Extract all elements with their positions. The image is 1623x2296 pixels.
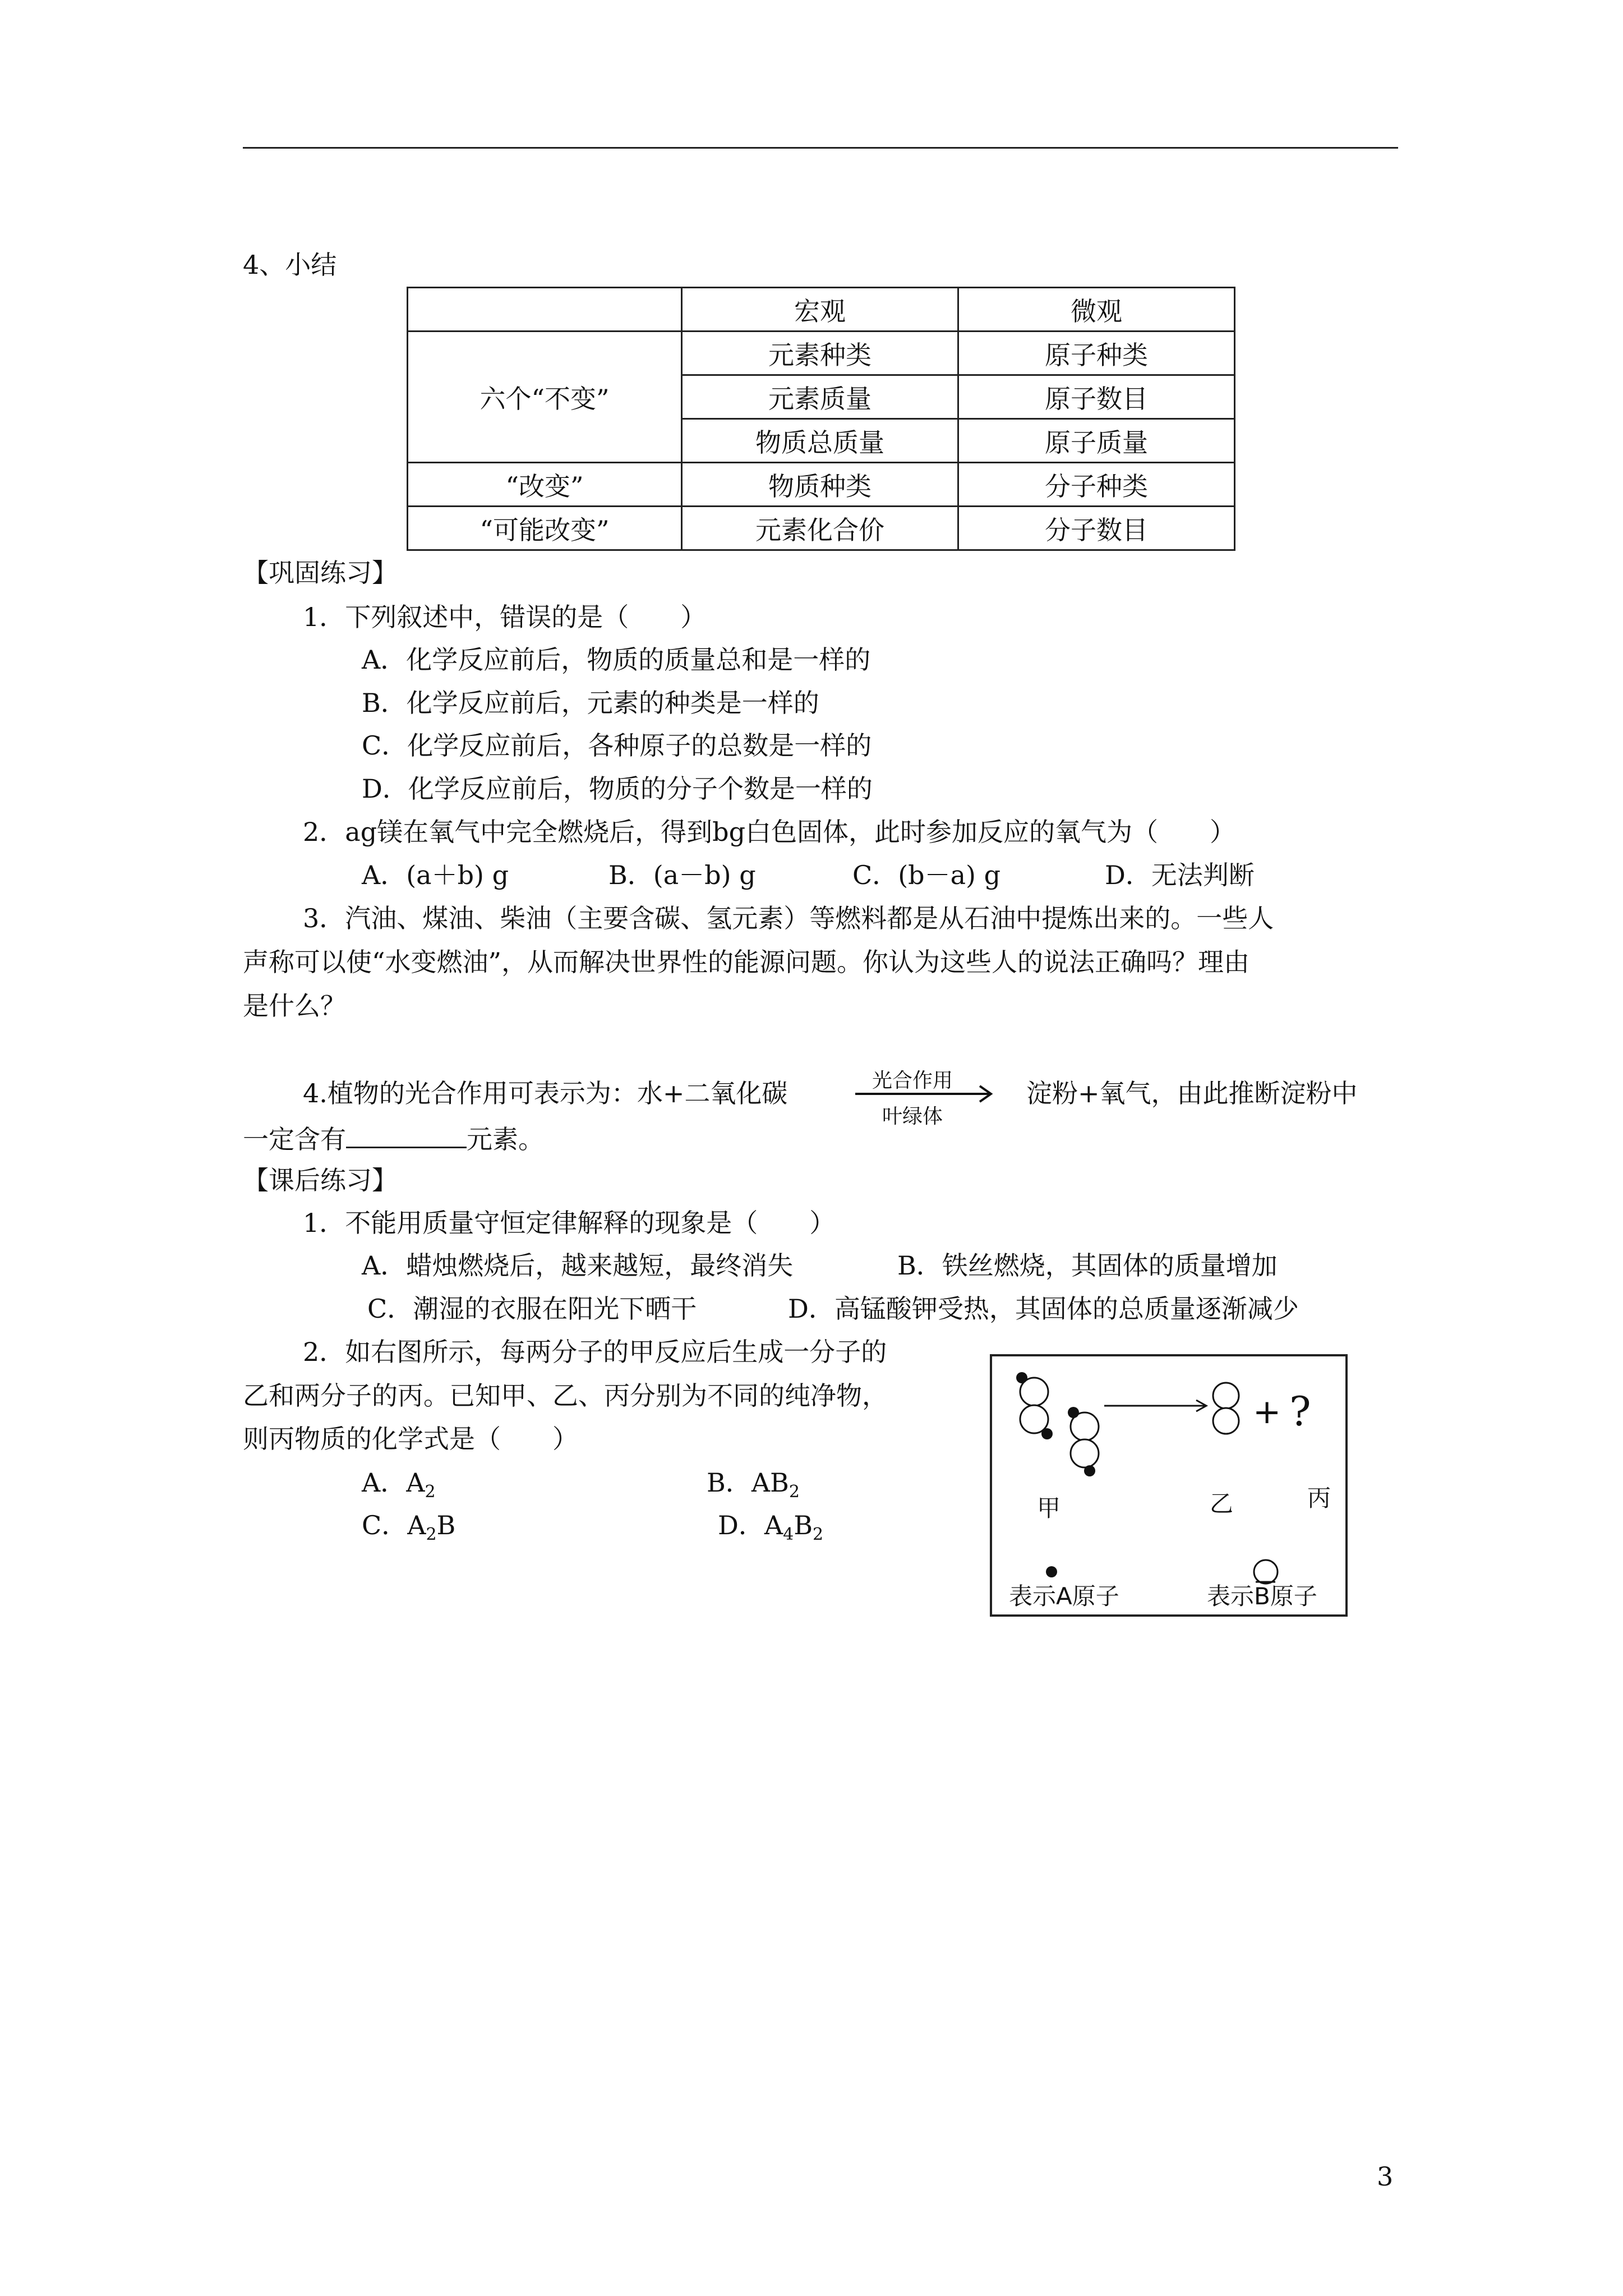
- atom-a: [1041, 1428, 1053, 1439]
- arrow-condition-bottom: 叶绿体: [882, 1105, 943, 1128]
- arrow-condition-top: 光合作用: [872, 1069, 953, 1092]
- summary-table: [407, 287, 1235, 551]
- consolidation-heading: 【巩固练习】: [243, 558, 398, 588]
- atom-a: [1068, 1407, 1079, 1418]
- table-row: [408, 463, 1235, 507]
- subscript: 2: [813, 1525, 824, 1544]
- molecule-yi: [1213, 1383, 1239, 1434]
- homework-heading: 【课后练习】: [243, 1165, 398, 1195]
- option-letter: A．: [362, 1467, 407, 1498]
- question-1-stem: 1．下列叙述中，错误的是（ ）: [303, 602, 707, 632]
- table-cell: 原子质量: [958, 419, 1235, 463]
- table-cell: 原子种类: [958, 332, 1235, 375]
- option-text: B．(a－b) g: [608, 860, 756, 890]
- label-yi: 乙: [1210, 1490, 1234, 1517]
- question-3-line: 是什么？: [243, 991, 346, 1021]
- homework-q2-line: 2．如右图所示，每两分子的甲反应后生成一分子的: [303, 1337, 887, 1367]
- table-cell: 六个“不变”: [408, 332, 682, 463]
- plus-sign: +: [1253, 1392, 1281, 1432]
- option-text: A．化学反应前后，物质的质量总和是一样的: [362, 645, 871, 675]
- option-text: B．化学反应前后，元素的种类是一样的: [362, 688, 819, 718]
- text-end: 元素。: [467, 1124, 544, 1154]
- table-cell: 分子数目: [958, 507, 1235, 550]
- formula: A: [406, 1467, 425, 1498]
- option-text: A．蜡烛燃烧后，越来越短，最终消失: [362, 1250, 794, 1281]
- table-cell: 宏观: [682, 288, 958, 332]
- homework-q2-line: 则丙物质的化学式是（ ）: [243, 1424, 578, 1454]
- atom-a: [1016, 1372, 1027, 1383]
- page-number: 3: [1377, 2161, 1394, 2192]
- option-letter: B．: [707, 1467, 751, 1498]
- option-text: D．高锰酸钾受热，其固体的总质量逐渐减少: [788, 1294, 1299, 1324]
- option-text: B．铁丝燃烧，其固体的质量增加: [897, 1250, 1278, 1281]
- option-text: C．(b－a) g: [852, 860, 1001, 890]
- table-cell: 微观: [958, 288, 1235, 332]
- homework-q1-stem: 1．不能用质量守恒定律解释的现象是（ ）: [303, 1208, 836, 1238]
- answer-blank: [346, 1124, 467, 1148]
- formula: AB: [751, 1467, 789, 1498]
- table-cell: 元素质量: [682, 375, 958, 419]
- molecule-jia-2: [1071, 1412, 1099, 1467]
- table-cell: 元素种类: [682, 332, 958, 375]
- subscript: 4: [783, 1525, 794, 1544]
- formula: A: [407, 1510, 426, 1540]
- option-text: D．无法判断: [1105, 860, 1255, 890]
- formula: B: [794, 1510, 813, 1540]
- legend-b-label: 表示B原子: [1207, 1582, 1317, 1610]
- formula: B: [436, 1510, 456, 1540]
- question-4-text: 淀粉+氧气，由此推断淀粉中: [1026, 1078, 1358, 1108]
- subscript: 2: [425, 1482, 436, 1502]
- text-start: 一定含有: [243, 1124, 346, 1154]
- table-row: [408, 332, 1235, 375]
- option-text: [718, 1510, 824, 1544]
- option-text: D．化学反应前后，物质的分子个数是一样的: [362, 774, 873, 804]
- table-row: [408, 507, 1235, 550]
- table-cell: “改变”: [408, 463, 682, 507]
- option-letter: D．: [718, 1510, 764, 1540]
- option-text: [362, 1467, 436, 1502]
- subscript: 2: [789, 1482, 800, 1502]
- question-3-line: 3．汽油、煤油、柴油（主要含碳、氢元素）等燃料都是从石油中提炼出来的。一些人: [303, 903, 1274, 933]
- legend-a-label: 表示A原子: [1009, 1582, 1119, 1610]
- header-rule: [243, 147, 1398, 149]
- molecule-jia-1: [1020, 1378, 1048, 1433]
- table-cell: 原子数目: [958, 375, 1235, 419]
- formula: A: [764, 1510, 783, 1540]
- label-bing: 丙: [1307, 1484, 1331, 1512]
- subscript: 2: [426, 1525, 437, 1544]
- reaction-arrow: [850, 1065, 1001, 1132]
- option-text: C．潮湿的衣服在阳光下晒干: [367, 1294, 697, 1324]
- table-cell: 物质种类: [682, 463, 958, 507]
- label-jia: 甲: [1037, 1494, 1061, 1522]
- option-text: [362, 1510, 456, 1544]
- homework-q2-line: 乙和两分子的丙。已知甲、乙、丙分别为不同的纯净物，: [243, 1381, 888, 1411]
- option-letter: C．: [362, 1510, 408, 1540]
- table-row: [408, 288, 1235, 332]
- question-4-text: 4.植物的光合作用可表示为：水+二氧化碳: [303, 1078, 788, 1108]
- table-cell: 元素化合价: [682, 507, 958, 550]
- table-cell: “可能改变”: [408, 507, 682, 550]
- question-mark: ?: [1289, 1388, 1311, 1435]
- option-text: C．化学反应前后，各种原子的总数是一样的: [362, 730, 872, 761]
- question-2-stem: 2．ag镁在氧气中完全燃烧后，得到bg白色固体，此时参加反应的氧气为（ ）: [303, 817, 1236, 847]
- table-cell: 分子种类: [958, 463, 1235, 507]
- table-cell: [408, 288, 682, 332]
- option-text: A．(a＋b) g: [362, 860, 509, 890]
- atom-a: [1084, 1465, 1095, 1476]
- section-title: 4、小结: [243, 250, 337, 280]
- option-text: [707, 1467, 800, 1502]
- legend-a-atom: [1046, 1566, 1057, 1577]
- question-4-line2: [243, 1124, 544, 1152]
- molecule-reaction-figure: [990, 1354, 1348, 1617]
- question-3-line: 声称可以使“水变燃油”，从而解决世界性的能源问题。你认为这些人的说法正确吗？理由: [243, 947, 1250, 977]
- table-cell: 物质总质量: [682, 419, 958, 463]
